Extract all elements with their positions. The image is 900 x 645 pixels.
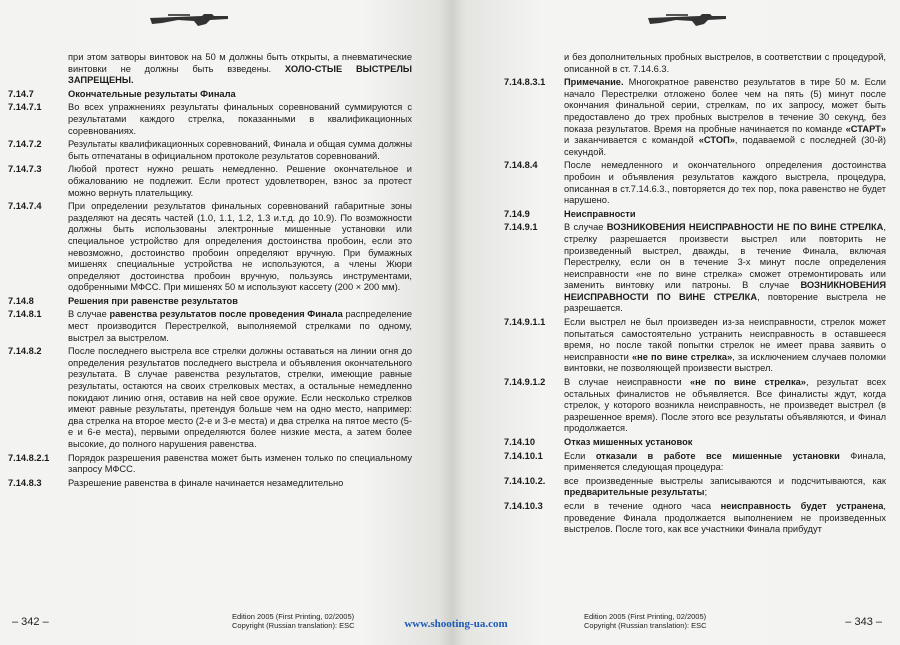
section-heading <box>8 296 412 308</box>
rule-paragraph <box>8 453 412 476</box>
bold-text: «СТАРТ» <box>845 123 886 134</box>
text-run: , повторение выстрела не разрешается. <box>564 291 886 314</box>
rule-text: Окончательные результаты Финала <box>68 88 236 99</box>
text-run: при этом затворы винтовок на 50 м должны быть открыты, а пневматические винтовки не должны быть взведены. <box>68 52 412 74</box>
rule-paragraph <box>504 451 886 474</box>
bold-text: неисправность будет устранена <box>720 500 884 511</box>
footer <box>584 612 707 630</box>
text-run: Если <box>564 450 596 461</box>
text-run: , за исключением случаев поломки винтовки, не позволяющей произвести выстрел. <box>564 351 886 374</box>
left-entries <box>8 89 412 490</box>
rule-number: 7.14.7.4 <box>8 201 42 212</box>
rule-paragraph <box>8 478 412 490</box>
rule-number: 7.14.9.1 <box>504 222 538 233</box>
section-heading <box>504 209 886 221</box>
text-run: и без дополнительных пробных выстрелов, в соответствии с процедурой, описанной в ст. 7.14.6.3. <box>564 52 886 74</box>
page-number: – 343 – <box>845 616 882 628</box>
bold-text: равенства результатов после проведения Финала <box>109 309 343 320</box>
page-number: – 342 – <box>12 616 49 628</box>
rule-text: При определении результатов финальных соревнований габаритные зоны разделяют на десять частей (1.0, 1.1, 1.2, 1.3 и.т.д. до 10.9). По возможности должны быть использованы электронные мишенные установки или специальное устройство для определения достоинства пробоин, если это невозможно, достоинство пробоин определяют вручную. При бумажных мишенях специальные устройства не используются, а члены Жюри определяют достоинства пробоин вручную, пользуясь инструментами, одобренными МФСС. При мишенях 50 м используют кассету (200 × 200 мм). <box>68 201 412 293</box>
footer-copyright: Copyright (Russian translation): ESC <box>584 621 707 630</box>
rule-number: 7.14.9.1.2 <box>504 377 546 388</box>
text-run: ; <box>704 487 708 498</box>
rule-number: 7.14.8.3 <box>8 477 42 488</box>
rule-number: 7.14.8 <box>8 295 34 306</box>
rule-text: Решения при равенстве результатов <box>68 295 238 306</box>
text-run: В случае <box>68 309 110 320</box>
rule-text <box>564 77 886 158</box>
rule-number: 7.14.8.4 <box>504 160 538 171</box>
right-entries <box>504 77 886 536</box>
rule-number: 7.14.7 <box>8 88 34 99</box>
rule-text: Любой протест нужно решать немедленно. Решение окончательное и обжалованию не подлежит. Если протест удовлетворен, взнос за протест можно вернуть плательщику. <box>68 164 412 198</box>
rule-text: После последнего выстрела все стрелки должны оставаться на линии огня до определения результатов последнего выстрела и объявления окончательного результата. В случае равенства результатов, стрелки, имеющие равные результаты, остаются на своих стрелковых местах, а остальные немедленно покидают линию огня, оставив на ней свое оружие. Если несколько стрелков имеют равные результаты, претендуя больше чем на одно место, например: два стрелка на второе место (2-е и 3-е места) и два стрелка на пятое место (5-е и 6-е места), первыми определяются более низкие места, а затем более высокие, до полного нарушения равенства. <box>68 346 412 449</box>
rule-number: 7.14.8.2 <box>8 346 42 357</box>
bold-text: отказали в работе все мишенные установки <box>595 450 840 461</box>
rule-text: Порядок разрешения равенства может быть изменен только по специальному запросу МФСС. <box>68 452 412 475</box>
rule-number: 7.14.9 <box>504 208 530 219</box>
bold-text: «СТОП» <box>698 135 735 146</box>
rule-paragraph <box>504 317 886 375</box>
rule-paragraph <box>504 377 886 435</box>
rule-paragraph <box>504 501 886 536</box>
rule-number: 7.14.9.1.1 <box>504 317 546 328</box>
text-run: если в течение одного часа <box>564 500 721 511</box>
footer-copyright: Copyright (Russian translation): ESC <box>232 621 355 630</box>
footer <box>232 612 355 630</box>
rule-text <box>564 377 886 435</box>
rule-text: Неисправности <box>564 208 636 219</box>
text-run: , проведение Финала продолжается выполнением не произведенных выстрелов. После того, как все участники Финала прибудут <box>564 500 886 535</box>
bold-text: ВОЗНИКНОВЕНИЯ НЕИСПРАВНОСТИ ПО ВИНЕ СТРЕЛКА <box>564 280 886 302</box>
rule-paragraph <box>8 201 412 294</box>
right-intro <box>504 52 886 75</box>
rule-paragraph <box>8 102 412 137</box>
rule-paragraph <box>8 139 412 162</box>
rule-text <box>564 317 886 375</box>
text-run: все произведенные выстрелы записываются и подсчитываются, как <box>564 475 886 486</box>
rule-number: 7.14.7.1 <box>8 102 42 113</box>
footer-edition: Edition 2005 (First Printing, 02/2005) <box>232 612 355 621</box>
text-run: Если выстрел не был произведен из-за неисправности, стрелок может попытаться самостоятельно устранить неисправность в оставшееся время, но после такой попытки стрелок не имеет права заявить о неисправности <box>564 317 886 362</box>
intro-text <box>68 52 412 87</box>
rule-paragraph <box>504 77 886 158</box>
rule-paragraph <box>8 309 412 344</box>
section-heading <box>8 89 412 101</box>
right-content <box>504 52 886 538</box>
rule-text <box>564 476 886 499</box>
right-page <box>452 0 900 645</box>
left-content <box>8 52 412 491</box>
rule-number: 7.14.8.1 <box>8 309 42 320</box>
rule-number: 7.14.10 <box>504 437 536 447</box>
rule-number: 7.14.10.1 <box>504 450 543 461</box>
bold-text: Примечание. <box>564 77 624 88</box>
text-run: Финала, применяется следующая процедура: <box>564 450 887 473</box>
rule-number: 7.14.10.3 <box>504 500 543 511</box>
bold-text: ХОЛО-СТЫЕ ВЫСТРЕЛЫ ЗАПРЕЩЕНЫ. <box>68 63 412 86</box>
rule-paragraph <box>504 476 886 499</box>
rule-text <box>564 222 886 315</box>
rule-number: 7.14.10.2. <box>504 475 546 486</box>
text-run: , стрелку разрешается произвести выстрел или повторить не произведенный выстрел, дважды, в течение Финала, включая Перестрелку, если он в течение 3-х минут после определения неисправности «не по вине стрелка» сможет отремонтировать или заменить винтовку или патроны. В случае <box>564 222 886 291</box>
rule-number: 7.14.8.3.1 <box>504 77 546 88</box>
text-run: В случае неисправности <box>564 377 690 388</box>
left-intro <box>8 52 412 87</box>
rule-paragraph <box>8 164 412 199</box>
bold-text: ВОЗНИКОВЕНИЯ НЕИСПРАВНОСТИ НЕ ПО ВИНЕ СТРЕЛКА <box>606 222 884 233</box>
text-run: и заканчивается с командой <box>564 135 699 146</box>
bold-text: «не по вине стрелка» <box>631 351 733 362</box>
bold-text: предварительные результаты <box>564 487 705 498</box>
section-heading <box>504 437 886 449</box>
rule-text: После немедленного и окончательного определения достоинства пробоин и объявления результатов каждого выстрела, процедура, описанная в ст.7.14.6.3., повторяется до тех пор, пока равенство не будет нарушено. <box>564 160 886 206</box>
rule-number: 7.14.7.3 <box>8 164 42 175</box>
bold-text: «не по вине стрелка» <box>690 377 806 388</box>
rule-text: Отказ мишенных установок <box>564 437 693 447</box>
intro-text <box>564 52 886 75</box>
rule-text: Во всех упражнениях результаты финальных соревнований суммируются с результатами каждого стрелка, показанными в квалификационных соревнованиях. <box>68 102 412 136</box>
rule-text: Разрешение равенства в финале начинается незамедлительно <box>68 477 344 488</box>
footer-edition: Edition 2005 (First Printing, 02/2005) <box>584 612 707 621</box>
rule-text <box>564 451 886 474</box>
text-run: Многократное равенство результатов в тире 50 м. Если начало Перестрелки отложено более чем на пять (5) минут после окончания финальной серии, стрелкам, по их запросу, может быть предоставлено до трех пробных выстрелов в течение 30 секунд, без показа результатов. Время на пробные начинается по команде <box>564 77 886 134</box>
rule-number: 7.14.8.2.1 <box>8 452 50 463</box>
rule-text <box>564 501 886 536</box>
website-link[interactable]: www.shooting-ua.com <box>404 618 508 630</box>
rule-paragraph <box>8 346 412 450</box>
rifle-icon <box>148 8 230 30</box>
text-run: , результат всех остальных финалистов не объявляется. Все финалисты ждут, когда стрелок, у которого возникла неисправность, не произведет выстрел (в разрешенное время). После этого все результаты объявляются, и Финал продолжается. <box>564 377 886 434</box>
text-run: распределение мест производится Перестрелкой, выполняемой стрелками по одному, выстрел за выстрелом. <box>68 309 413 343</box>
rule-number: 7.14.7.2 <box>8 139 42 150</box>
rule-paragraph <box>504 160 886 206</box>
rule-text: Результаты квалификационных соревнований, Финала и общая сумма должны быть отпечатаны в официальном протоколе результатов соревнований. <box>68 139 412 161</box>
rule-paragraph <box>504 222 886 315</box>
rifle-icon <box>646 8 728 30</box>
rule-text <box>68 309 412 344</box>
text-run: , подаваемой с последней (30-й) секундой. <box>564 135 886 157</box>
text-run: В случае <box>564 222 607 233</box>
